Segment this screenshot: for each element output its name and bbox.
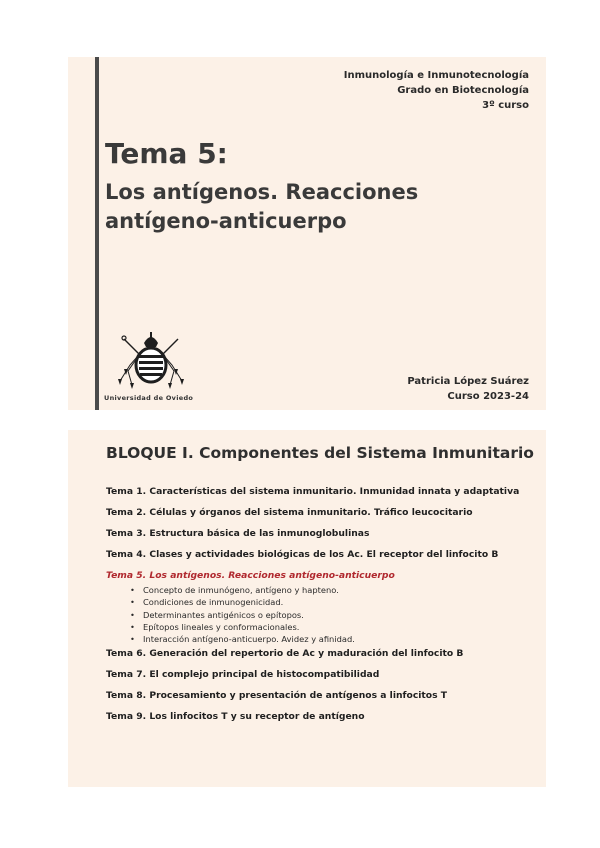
course-info xyxy=(344,68,529,113)
topic-5-subitems xyxy=(106,584,536,645)
university-seal-icon xyxy=(106,329,196,391)
topic-item-7: Tema 7. El complejo principal de histocompatibilidad xyxy=(106,669,380,681)
course-subject: Inmunología e Inmunotecnología xyxy=(343,70,529,81)
bullet-icon: • xyxy=(130,609,135,620)
bullet-icon: • xyxy=(130,597,135,608)
subitem: • Concepto de inmunógeno, antígeno y hapteno. xyxy=(130,585,339,595)
title-accent-bar xyxy=(95,57,99,410)
subitem: • Epítopos lineales y conformacionales. xyxy=(130,621,300,632)
block-title xyxy=(106,444,534,462)
topic-item-2: Tema 2. Células y órganos del sistema inmunitario. Tráfico leucocitario xyxy=(106,507,473,518)
bullet-icon: • xyxy=(130,585,135,595)
block-title-text: . Componentes del Sistema Inmunitario xyxy=(187,444,534,462)
topic-item-1: Tema 1. Características del sistema inmunitario. Inmunidad innata y adaptativa xyxy=(106,486,520,497)
topic-list xyxy=(106,486,536,732)
block-title-number: BLOQUE I xyxy=(106,444,188,462)
index-slide xyxy=(68,430,546,787)
subitem: • Determinantes antigénicos o epítopos. xyxy=(130,609,304,620)
topic-item-4: Tema 4. Clases y actividades biológicas de los Ac. El receptor del linfocito B xyxy=(106,549,499,560)
author-name: Patricia López Suárez xyxy=(407,376,529,387)
title-slide xyxy=(68,57,546,410)
topic-item-5-current: Tema 5. Los antígenos. Reacciones antígeno-anticuerpo xyxy=(106,570,395,581)
topic-item-3: Tema 3. Estructura básica de las inmunoglobulinas xyxy=(106,528,370,539)
topic-item-6: Tema 6. Generación del repertorio de Ac y maduración del linfocito B xyxy=(106,648,464,660)
academic-year: Curso 2023-24 xyxy=(447,391,529,402)
subitem: • Interacción antígeno-anticuerpo. Avidez y afinidad. xyxy=(130,634,355,645)
page-subtitle: Los antígenos. Reacciones antígeno-anticuerpo xyxy=(105,180,419,233)
course-degree: Grado en Biotecnología xyxy=(397,85,529,96)
topic-item-9: Tema 9. Los linfocitos T y su receptor de antígeno xyxy=(106,711,365,723)
course-year: 3º curso xyxy=(482,100,529,111)
page-title: Tema 5: xyxy=(105,137,228,170)
bullet-icon: • xyxy=(130,634,135,645)
bullet-icon: • xyxy=(130,621,135,632)
subitem: • Condiciones de inmunogenicidad. xyxy=(130,597,284,608)
author-block xyxy=(407,374,529,404)
university-name: Universidad de Oviedo xyxy=(104,394,194,402)
topic-item-8: Tema 8. Procesamiento y presentación de antígenos a linfocitos T xyxy=(106,690,448,702)
